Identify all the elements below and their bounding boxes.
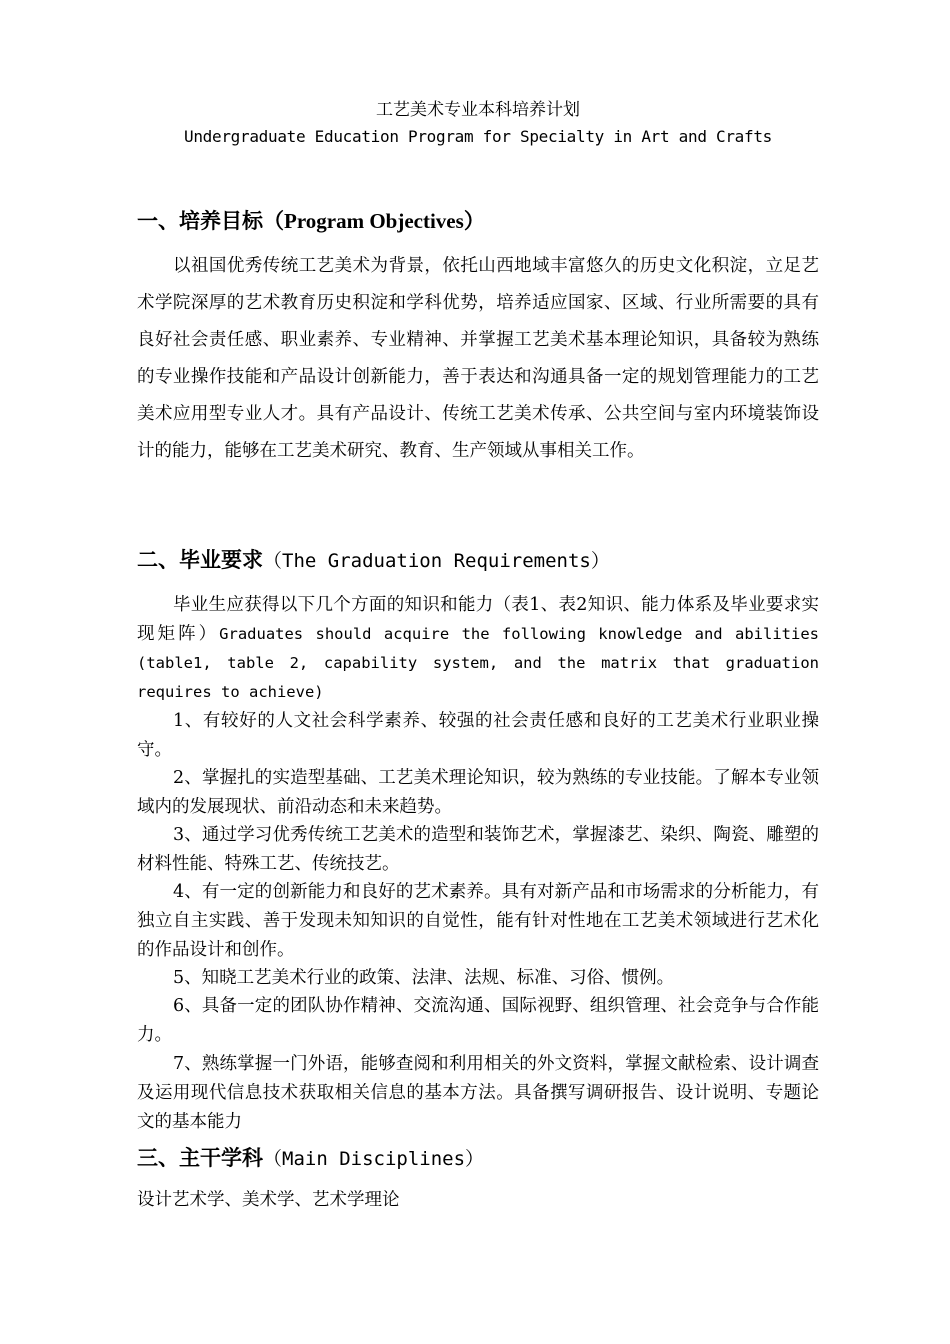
section-heading-program-objectives [137, 206, 819, 236]
requirement-item-7: 7、熟练掌握一门外语，能够查阅和利用相关的外文资料，掌握文献检索、设计调查及运用现代信息技术获取相关信息的基本方法。具备撰写调研报告、设计说明、专题论文的基本能力 [137, 1054, 819, 1132]
section-heading-graduation-requirements [137, 545, 819, 576]
document-title-en: Undergraduate Education Program for Specialty in Art and Crafts [184, 127, 772, 146]
graduation-intro [137, 591, 819, 707]
section-heading-en: （The Graduation Requirements） [263, 550, 610, 572]
section-heading-zh: 一、培养目标（ [137, 208, 284, 233]
graduation-intro-zh: 毕业生应获得以下几个方面的知识和能力（表1、表2知识、能力体系及毕业要求实现矩阵） [137, 595, 819, 644]
section-heading-en: Program Objectives [284, 209, 464, 233]
document-title-zh: 工艺美术专业本科培养计划 [376, 100, 580, 120]
requirement-item-2: 2、掌握扎的实造型基础、工艺美术理论知识，较为熟练的专业技能。了解本专业领域内的发展现状、前沿动态和未来趋势。 [137, 768, 819, 817]
section-heading-main-disciplines [137, 1143, 819, 1174]
section-heading-en: （Main Disciplines） [263, 1148, 485, 1170]
graduation-intro-en: Graduates should acquire the following knowledge and abilities (table1, table 2, capability system, and the matrix that graduation requires to achieve) [137, 625, 819, 701]
section-heading-zh: 三、主干学科 [137, 1145, 263, 1170]
requirement-item-4: 4、有一定的创新能力和良好的艺术素养。具有对新产品和市场需求的分析能力，有独立自主实践、善于发现未知知识的自觉性，能有针对性地在工艺美术领域进行艺术化的作品设计和创作。 [137, 882, 819, 960]
requirement-item-3: 3、通过学习优秀传统工艺美术的造型和装饰艺术，掌握漆艺、染织、陶瓷、雕塑的材料性能、特殊工艺、传统技艺。 [137, 825, 819, 874]
program-objectives-body: 以祖国优秀传统工艺美术为背景，依托山西地域丰富悠久的历史文化积淀，立足艺术学院深厚的艺术教育历史积淀和学科优势，培养适应国家、区域、行业所需要的具有良好社会责任感、职业素养、专业精神、并掌握工艺美术基本理论知识，具备较为熟练的专业操作技能和产品设计创新能力，善于表达和沟通具备一定的规划管理能力的工艺美术应用型专业人才。具有产品设计、传统工艺美术传承、公共空间与室内环境装饰设计的能力，能够在工艺美术研究、教育、生产领域从事相关工作。 [137, 256, 819, 461]
requirement-item-5: 5、知晓工艺美术行业的政策、法津、法规、标准、习俗、惯例。 [173, 968, 675, 988]
main-disciplines-body: 设计艺术学、美术学、艺术学理论 [137, 1190, 400, 1210]
requirement-item-6: 6、具备一定的团队协作精神、交流沟通、国际视野、组织管理、社会竞争与合作能力。 [137, 996, 819, 1045]
requirement-item-1: 1、有较好的人文社会科学素养、较强的社会责任感和良好的工艺美术行业职业操守。 [137, 711, 819, 760]
section-heading-zh: 二、毕业要求 [137, 547, 263, 572]
section-heading-close: ） [463, 208, 485, 233]
